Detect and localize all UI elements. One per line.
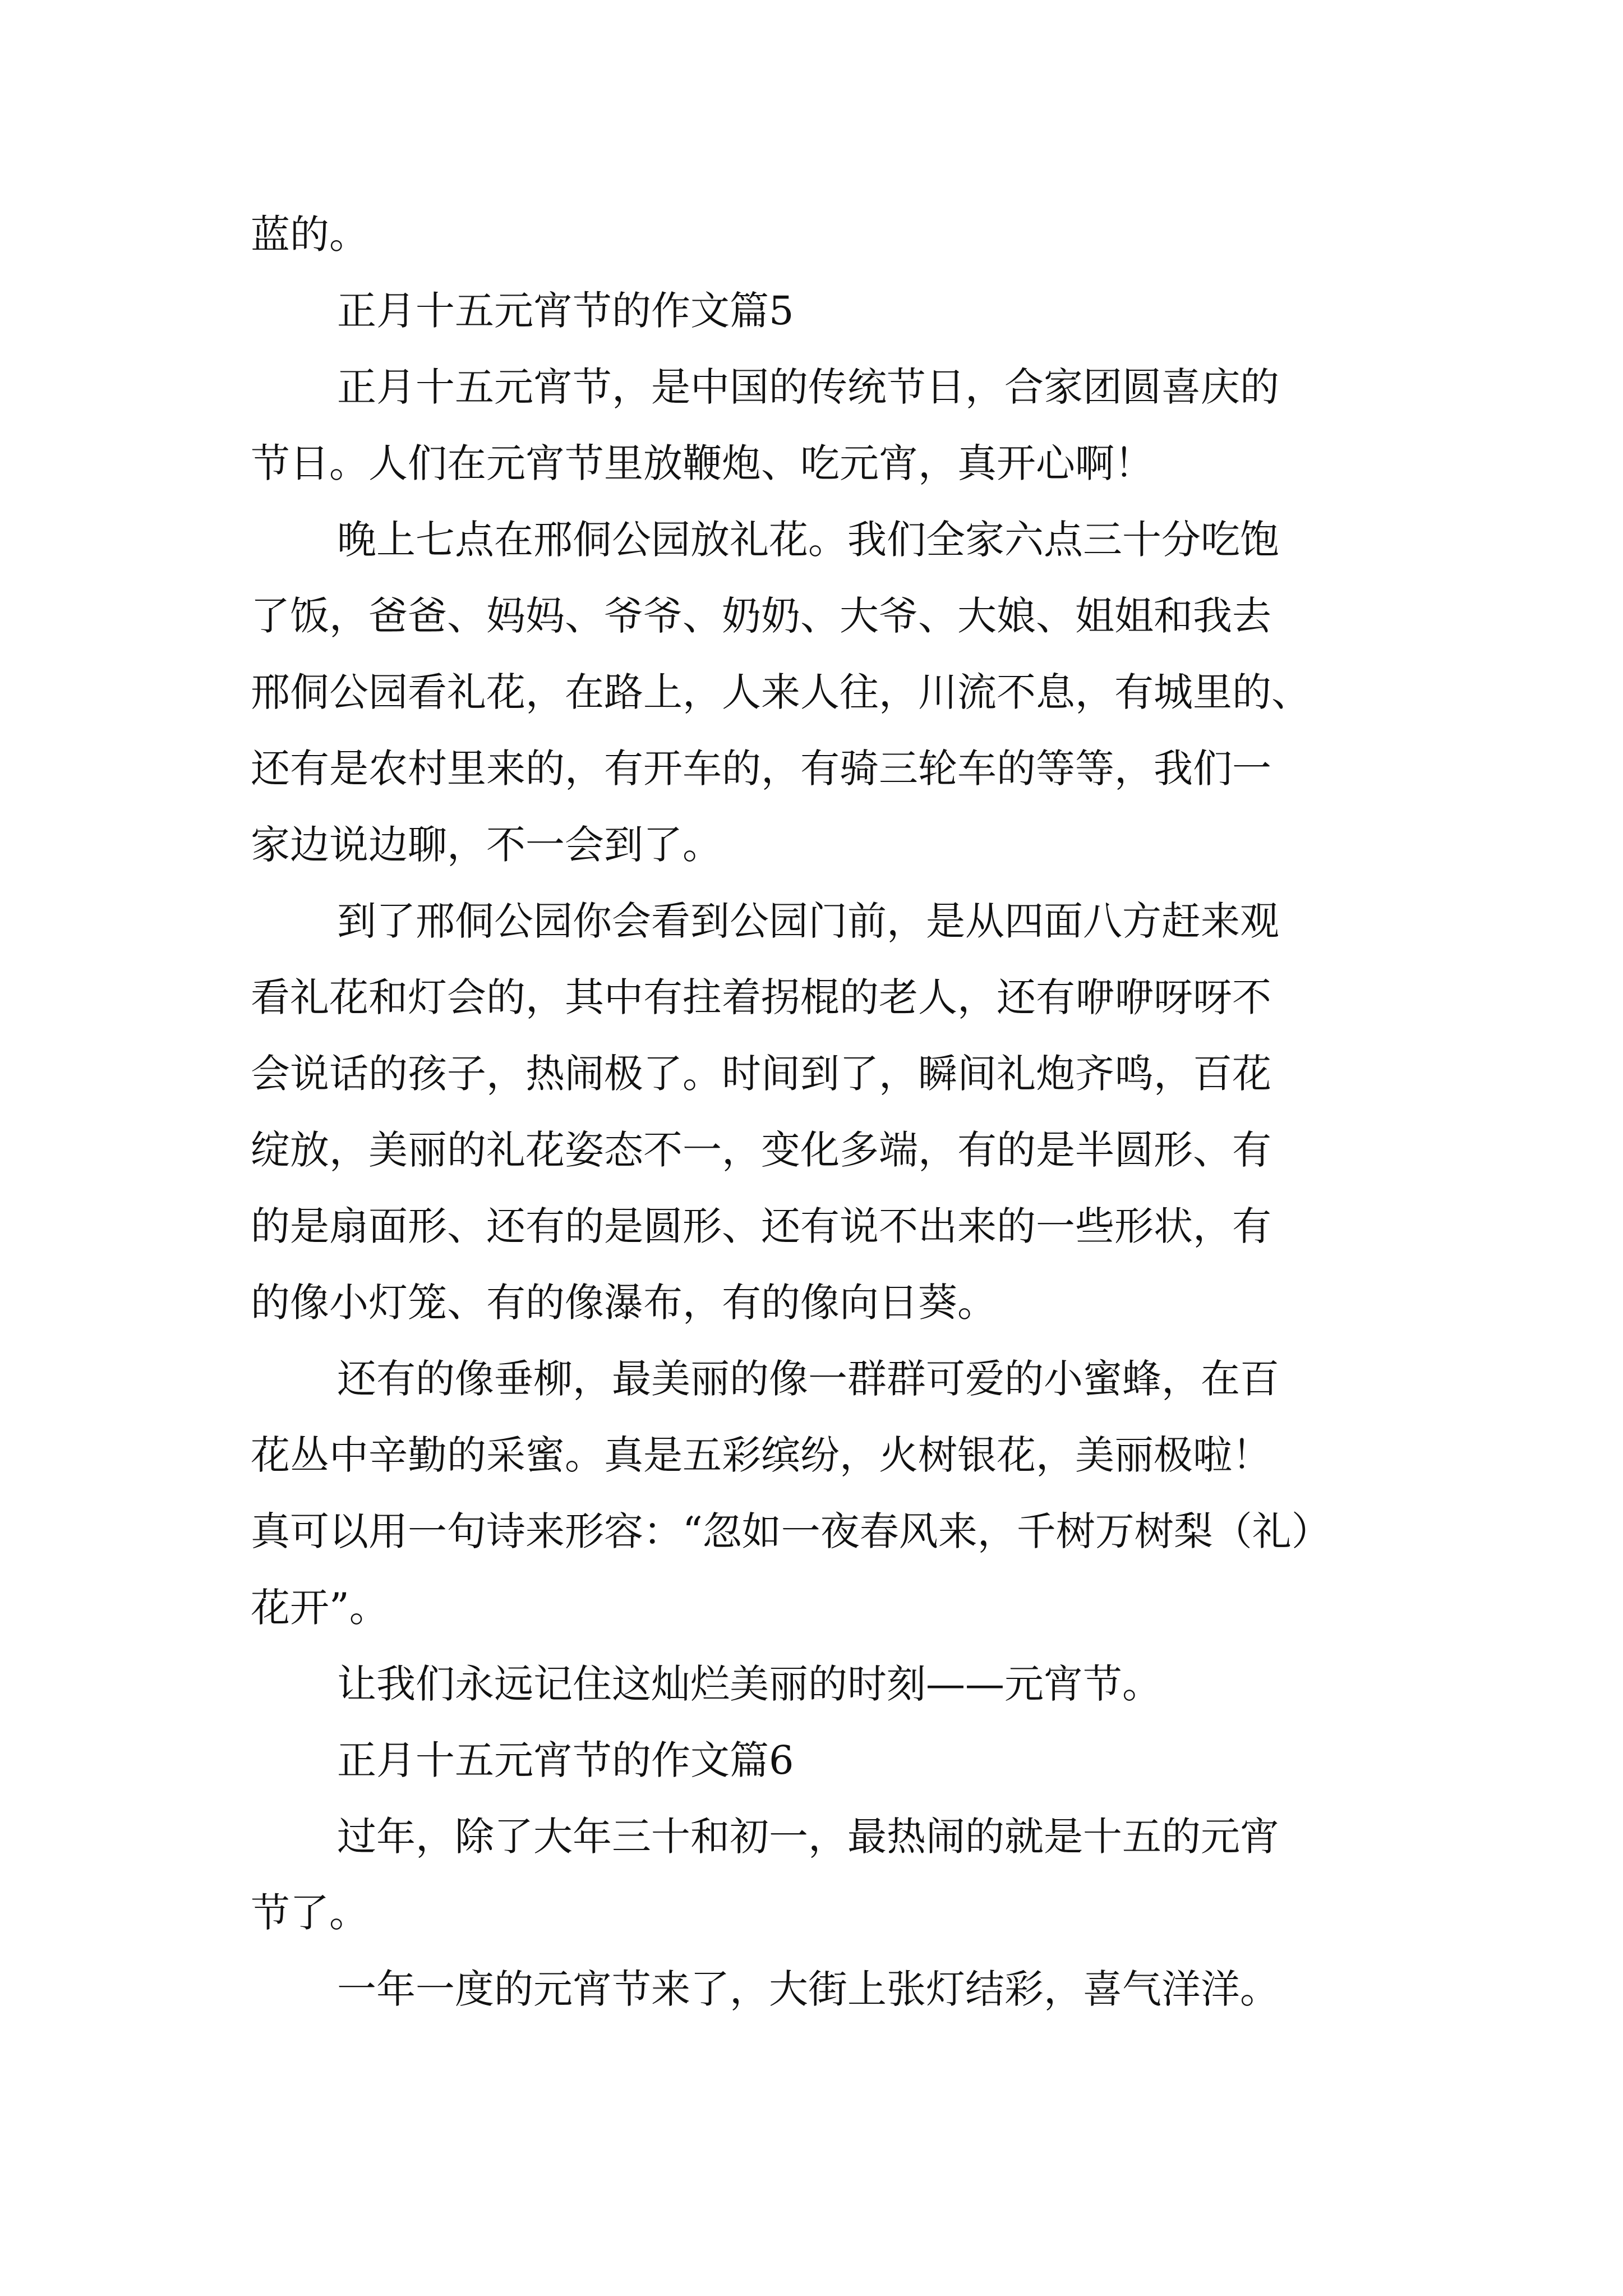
- paragraph-line: 家边说边聊，不一会到了。: [251, 822, 722, 868]
- paragraph-line: 一年一度的元宵节来了，大街上张灯结彩，喜气洋洋。: [337, 1966, 1279, 2012]
- paragraph-line: 还有是农村里来的，有开车的，有骑三轮车的等等，我们一: [251, 746, 1271, 792]
- paragraph-line: 还有的像垂柳，最美丽的像一群群可爱的小蜜蜂，在百: [337, 1356, 1279, 1402]
- section-heading: 正月十五元宵节的作文篇6: [337, 1737, 794, 1783]
- paragraph-line: 的像小灯笼、有的像瀑布，有的像向日葵。: [251, 1280, 997, 1326]
- paragraph-line: 的是扇面形、还有的是圆形、还有说不出来的一些形状，有: [251, 1203, 1271, 1249]
- paragraph-line: 了饭，爸爸、妈妈、爷爷、奶奶、大爷、大娘、姐姐和我去: [251, 593, 1271, 639]
- paragraph-line: 过年，除了大年三十和初一，最热闹的就是十五的元宵: [337, 1814, 1279, 1860]
- paragraph-line: 真可以用一句诗来形容：“忽如一夜春风来，千树万树梨（礼）: [251, 1508, 1331, 1554]
- paragraph-line: 花丛中辛勤的采蜜。真是五彩缤纷，火树银花，美丽极啦！: [251, 1432, 1271, 1478]
- paragraph-line: 看礼花和灯会的，其中有拄着拐棍的老人，还有咿咿呀呀不: [251, 974, 1271, 1020]
- paragraph-line: 节了。: [251, 1890, 368, 1936]
- section-heading: 正月十五元宵节的作文篇5: [337, 288, 794, 334]
- paragraph-line: 会说话的孩子，热闹极了。时间到了，瞬间礼炮齐鸣，百花: [251, 1051, 1271, 1097]
- paragraph-line: 邢侗公园看礼花，在路上，人来人往，川流不息，有城里的、: [251, 669, 1311, 715]
- paragraph-line: 绽放，美丽的礼花姿态不一，变化多端，有的是半圆形、有: [251, 1127, 1271, 1173]
- paragraph-line: 花开”。: [251, 1585, 389, 1631]
- paragraph-line: 正月十五元宵节，是中国的传统节日，合家团圆喜庆的: [337, 364, 1279, 410]
- paragraph-line: 到了邢侗公园你会看到公园门前，是从四面八方赶来观: [337, 898, 1279, 944]
- paragraph-line: 晚上七点在邢侗公园放礼花。我们全家六点三十分吃饱: [337, 517, 1279, 563]
- paragraph-line: 节日。人们在元宵节里放鞭炮、吃元宵，真开心啊！: [251, 440, 1154, 486]
- paragraph-line: 让我们永远记住这灿烂美丽的时刻——元宵节。: [337, 1661, 1161, 1707]
- paragraph-line: 蓝的。: [251, 211, 368, 257]
